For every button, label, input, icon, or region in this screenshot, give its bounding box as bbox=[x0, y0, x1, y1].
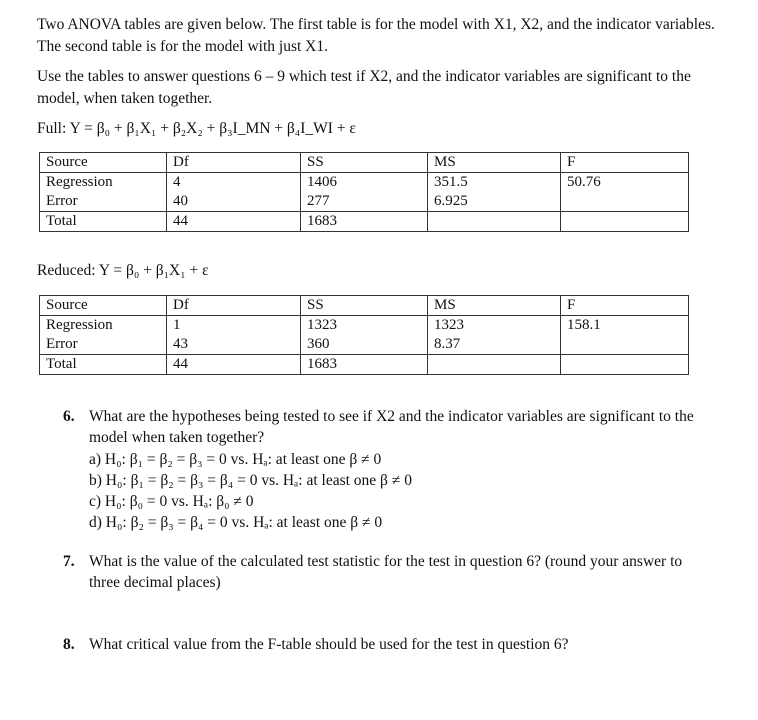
table-cell: 1323 bbox=[301, 316, 428, 336]
table-cell bbox=[428, 212, 561, 232]
table-cell bbox=[428, 355, 561, 375]
full-anova-table bbox=[39, 152, 689, 232]
table-cell: Error bbox=[40, 335, 167, 355]
table-cell: 43 bbox=[167, 335, 301, 355]
table-cell: Regression bbox=[40, 173, 167, 193]
header-cell: Df bbox=[167, 153, 301, 173]
option-b[interactable]: b) H₀: β₁ = β₂ = β₃ = β₄ = 0 vs. Hₐ: at least one β ≠ 0 bbox=[89, 472, 412, 489]
table-header-row bbox=[40, 153, 689, 173]
question-6 bbox=[63, 406, 703, 448]
table-cell: 8.37 bbox=[428, 335, 561, 355]
header-cell: F bbox=[561, 153, 689, 173]
header-cell: MS bbox=[428, 153, 561, 173]
table-cell bbox=[561, 355, 689, 375]
question-text: What critical value from the F-table should be used for the test in question 6? bbox=[89, 636, 569, 653]
table-cell: 40 bbox=[167, 192, 301, 212]
table-cell: 351.5 bbox=[428, 173, 561, 193]
header-cell: F bbox=[561, 296, 689, 316]
full-model-formula: Full: Y = β₀ + β₁X₁ + β₂X₂ + β₃I_MN + β₄I_WI + ε bbox=[37, 120, 356, 137]
table-cell: 1683 bbox=[301, 212, 428, 232]
reduced-model-formula: Reduced: Y = β₀ + β₁X₁ + ε bbox=[37, 262, 209, 279]
table-row bbox=[40, 192, 689, 212]
table-cell: Total bbox=[40, 212, 167, 232]
table-cell bbox=[561, 192, 689, 212]
question-7 bbox=[63, 551, 703, 593]
question-8 bbox=[63, 634, 703, 655]
table-cell: 360 bbox=[301, 335, 428, 355]
table-row bbox=[40, 335, 689, 355]
header-cell: SS bbox=[301, 153, 428, 173]
table-cell: 4 bbox=[167, 173, 301, 193]
table-cell: 277 bbox=[301, 192, 428, 212]
intro-paragraph-2: Use the tables to answer questions 6 – 9 which test if X2, and the indicator variables are significant to the model, when taken together. bbox=[37, 68, 691, 107]
header-cell: MS bbox=[428, 296, 561, 316]
table-cell: Error bbox=[40, 192, 167, 212]
table-cell: 44 bbox=[167, 355, 301, 375]
header-cell: SS bbox=[301, 296, 428, 316]
table-row bbox=[40, 173, 689, 193]
question-number: 7. bbox=[63, 553, 75, 570]
question-text: What is the value of the calculated test statistic for the test in question 6? (round your answer to three decimal places) bbox=[89, 553, 683, 591]
reduced-anova-table bbox=[39, 295, 689, 375]
table-cell: 6.925 bbox=[428, 192, 561, 212]
option-d[interactable]: d) H₀: β₂ = β₃ = β₄ = 0 vs. Hₐ: at least one β ≠ 0 bbox=[89, 514, 383, 531]
intro-paragraph-1: Two ANOVA tables are given below. The first table is for the model with X1, X2, and the indicator variables. The second table is for the model with just X1. bbox=[37, 16, 715, 55]
table-cell: 1683 bbox=[301, 355, 428, 375]
table-cell: Regression bbox=[40, 316, 167, 336]
table-row bbox=[40, 212, 689, 232]
table-cell: 1 bbox=[167, 316, 301, 336]
option-c[interactable]: c) H₀: β₀ = 0 vs. Hₐ: β₀ ≠ 0 bbox=[89, 493, 254, 510]
option-a[interactable]: a) H₀: β₁ = β₂ = β₃ = 0 vs. Hₐ: at least one β ≠ 0 bbox=[89, 451, 382, 468]
question-number: 8. bbox=[63, 636, 75, 653]
header-cell: Df bbox=[167, 296, 301, 316]
table-cell: 44 bbox=[167, 212, 301, 232]
table-cell bbox=[561, 335, 689, 355]
table-row bbox=[40, 355, 689, 375]
table-cell: 1323 bbox=[428, 316, 561, 336]
question-text: What are the hypotheses being tested to see if X2 and the indicator variables are significant to the model when taken together? bbox=[89, 408, 694, 446]
table-row bbox=[40, 316, 689, 336]
header-cell: Source bbox=[40, 153, 167, 173]
question-number: 6. bbox=[63, 408, 75, 425]
table-cell: Total bbox=[40, 355, 167, 375]
table-cell: 50.76 bbox=[561, 173, 689, 193]
table-cell: 158.1 bbox=[561, 316, 689, 336]
table-header-row bbox=[40, 296, 689, 316]
header-cell: Source bbox=[40, 296, 167, 316]
table-cell: 1406 bbox=[301, 173, 428, 193]
table-cell bbox=[561, 212, 689, 232]
